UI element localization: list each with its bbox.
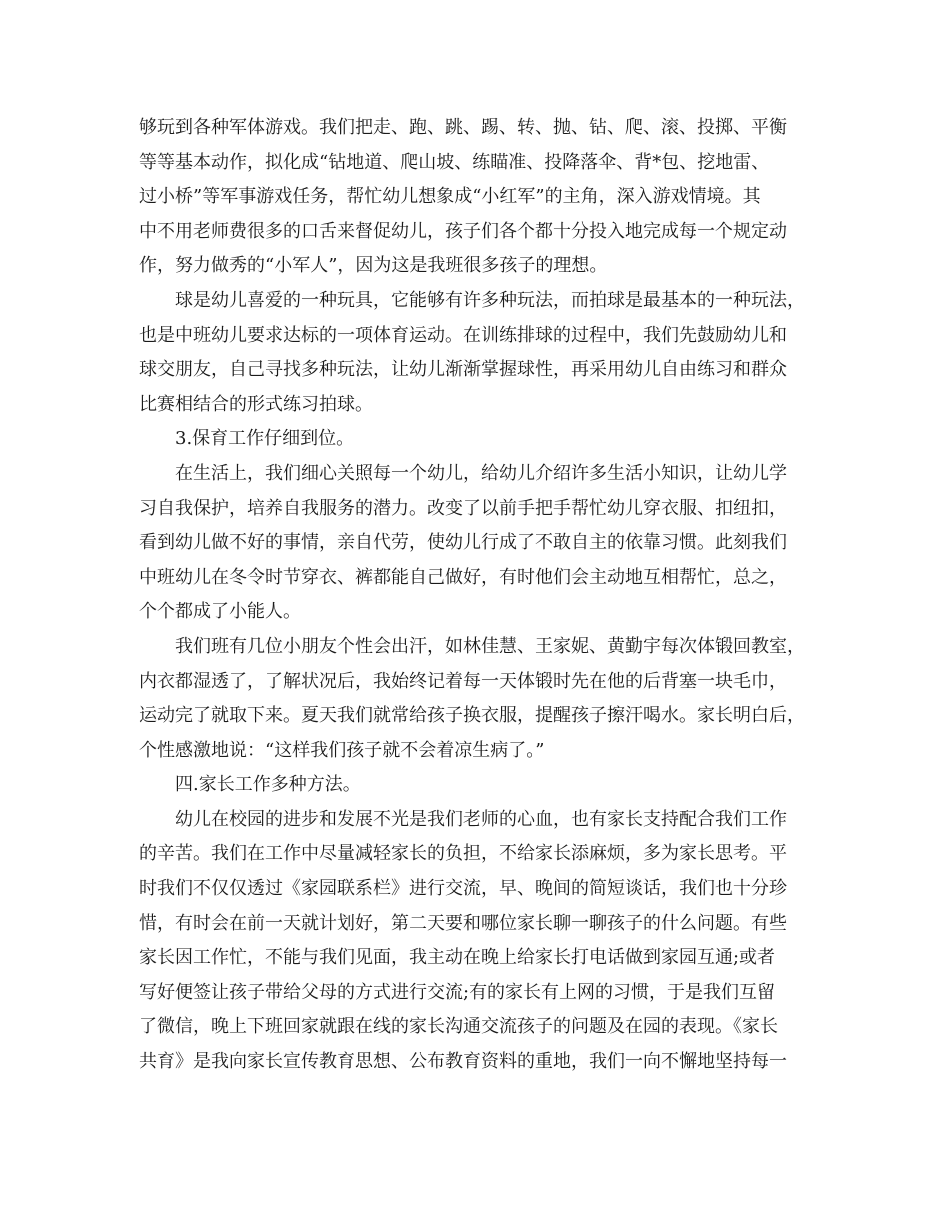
text-line: 看到幼儿做不好的事情，亲自代劳，使幼儿行成了不敢自主的依靠习惯。此刻我们 [139,532,787,554]
text-line: 时我们不仅仅透过《家园联系栏》进行交流，早、晚间的简短谈话，我们也十分珍 [139,878,787,900]
text-line: 在生活上，我们细心关照每一个幼儿，给幼儿介绍许多生活小知识，让幼儿学 [175,462,787,484]
text-line: 作，努力做秀的“小军人”，因为这是我班很多孩子的理想。 [139,255,608,277]
text-line: 中不用老师费很多的口舌来督促幼儿，孩子们各个都十分投入地完成每一个规定动 [139,220,787,242]
text-line: 共育》是我向家长宣传教育思想、公布教育资料的重地，我们一向不懈地坚持每一 [139,1051,787,1073]
text-line: 四.家长工作多种方法。 [175,774,361,796]
text-line: 够玩到各种军体游戏。我们把走、跑、跳、踢、转、抛、钻、爬、滚、投掷、平衡 [139,117,787,138]
text-line: 的辛苦。我们在工作中尽量减轻家长的负担，不给家长添麻烦，多为家长思考。平 [139,843,787,865]
text-line: 个个都成了小能人。 [139,601,301,623]
text-line: 中班幼儿在冬令时节穿衣、裤都能自己做好，有时他们会主动地互相帮忙，总之， [139,566,787,588]
text-line: 也是中班幼儿要求达标的一项体育运动。在训练排球的过程中，我们先鼓励幼儿和 [139,324,787,346]
text-line: 内衣都湿透了，了解状况后，我始终记着每一天体锻时先在他的后背塞一块毛巾， [139,670,787,692]
text-line: 家长因工作忙，不能与我们见面，我主动在晚上给家长打电话做到家园互通;或者 [139,947,776,969]
document-body [139,111,815,1080]
text-line: 我们班有几位小朋友个性会出汗，如林佳慧、王家妮、黄勤宇每次体锻回教室， [175,635,805,657]
text-line: 惜，有时会在前一天就计划好，第二天要和哪位家长聊一聊孩子的什么问题。有些 [139,912,787,934]
text-line: 球交朋友，自己寻找多种玩法，让幼儿渐渐掌握球性，再采用幼儿自由练习和群众 [139,359,787,381]
text-line: 个性感激地说：“这样我们孩子就不会着凉生病了。” [139,739,545,761]
text-line: 3.保育工作仔细到位。 [175,428,355,450]
text-line: 幼儿在校园的进步和发展不光是我们老师的心血，也有家长支持配合我们工作 [175,808,787,830]
text-line: 写好便签让孩子带给父母的方式进行交流;有的家长有上网的习惯，于是我们互留 [139,981,776,1003]
text-line: 球是幼儿喜爱的一种玩具，它能够有许多种玩法，而拍球是最基本的一种玩法， [175,289,805,311]
text-line: 运动完了就取下来。夏天我们就常给孩子换衣服，提醒孩子擦汗喝水。家长明白后， [139,705,805,727]
text-line: 了微信，晚上下班回家就跟在线的家长沟通交流孩子的问题及在园的表现。《家长 [139,1016,778,1038]
text-line: 过小桥”等军事游戏任务，帮忙幼儿想象成“小红军”的主角，深入游戏情境。其 [139,186,761,208]
text-line: 比赛相结合的形式练习拍球。 [139,393,373,415]
text-line: 习自我保护，培养自我服务的潜力。改变了以前手把手帮忙幼儿穿衣服、扣纽扣， [139,497,787,519]
text-line: 等等基本动作，拟化成“钻地道、爬山坡、练瞄准、投降落伞、背*包、挖地雷、 [139,151,770,173]
